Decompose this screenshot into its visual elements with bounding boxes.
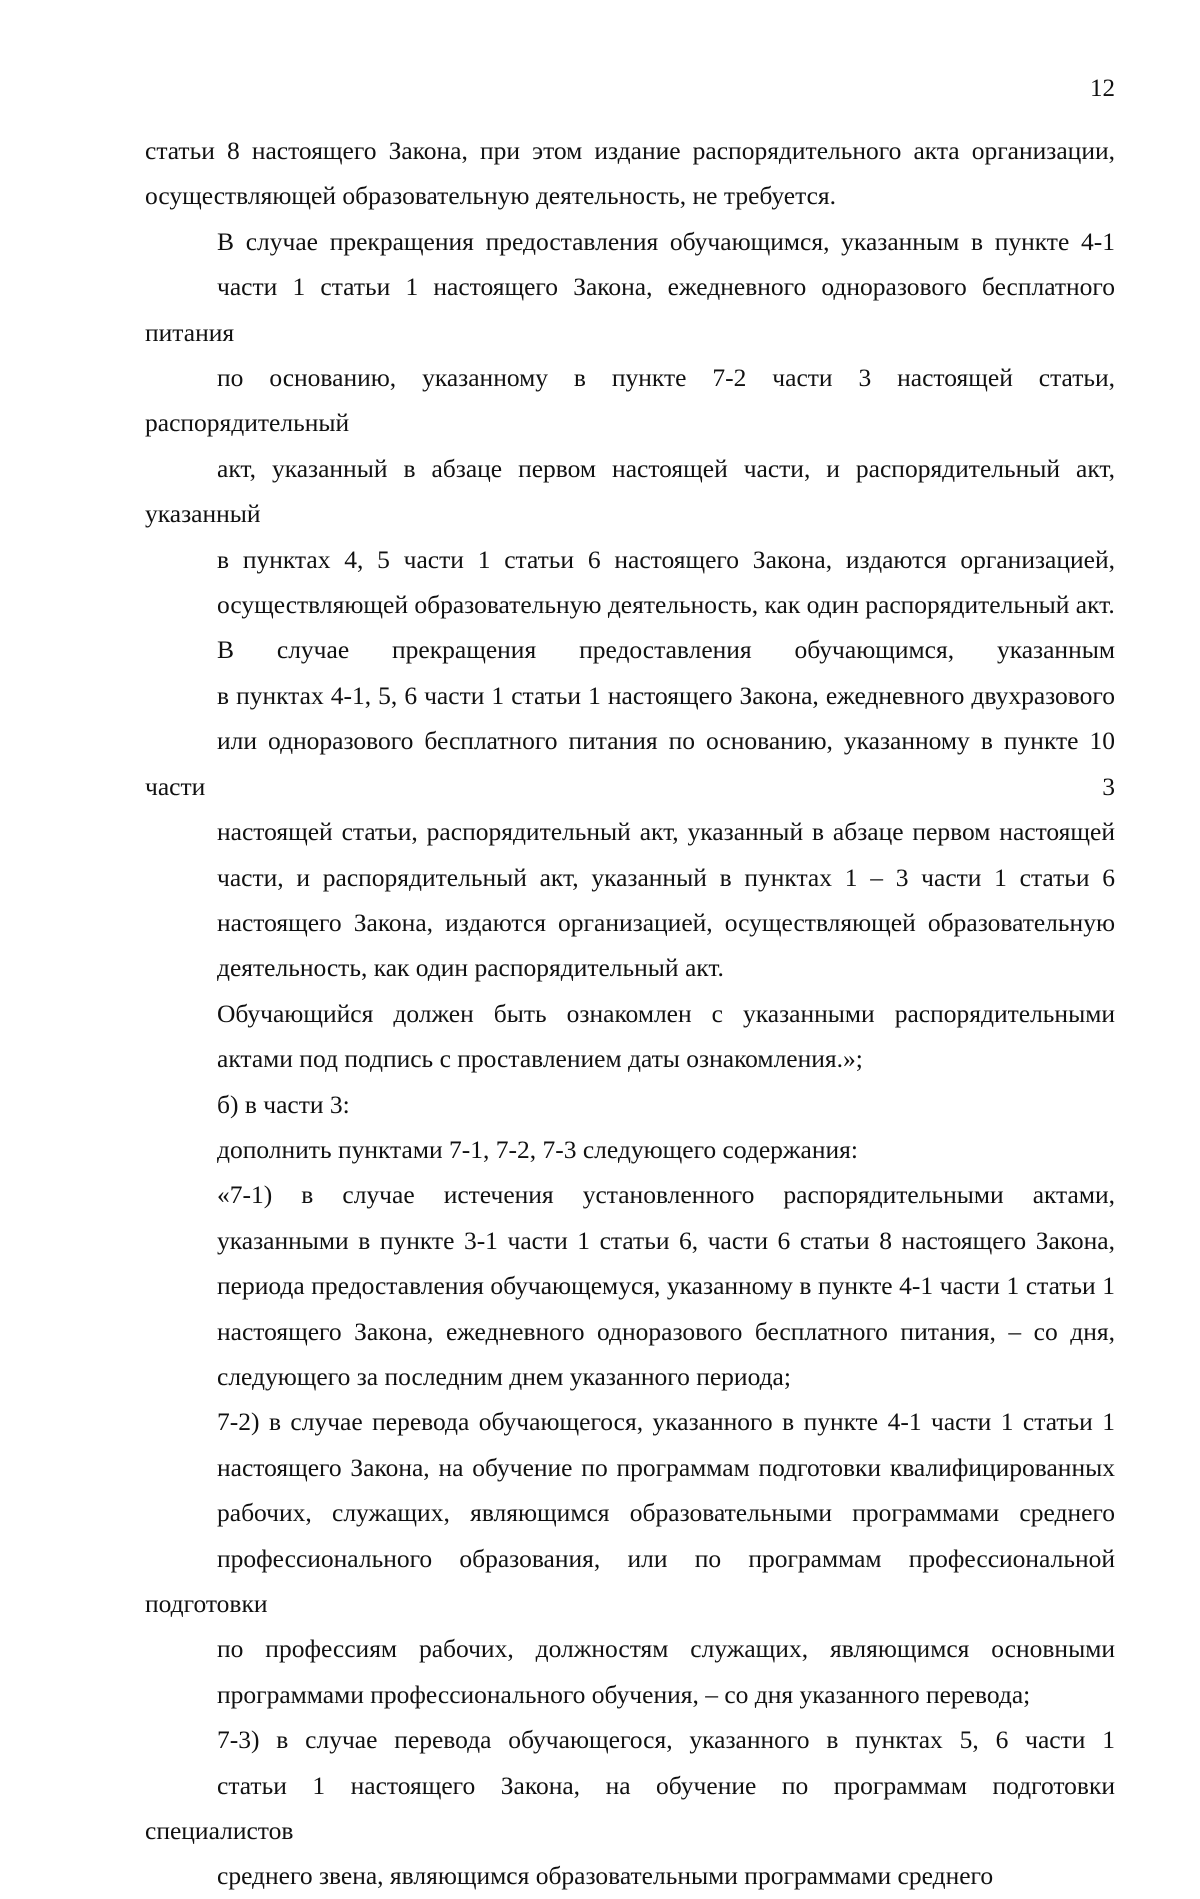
paragraph: [145, 1717, 1115, 1899]
text-line: Обучающийся должен быть ознакомлен с указанными распорядительными: [217, 998, 1115, 1028]
text-line: актами под подпись с проставлением даты ознакомления.»;: [217, 1044, 863, 1074]
text-line: статьи 8 настоящего Закона, при этом издание распорядительного акта организации,: [145, 136, 1115, 165]
page-number: 12: [1090, 75, 1115, 102]
text-line: части 1 статьи 1 настоящего Закона, ежедневного одноразового бесплатного питания: [145, 272, 1115, 347]
paragraph: [145, 1082, 1115, 1127]
text-line: «7-1) в случае истечения установленного распорядительными актами,: [217, 1180, 1115, 1210]
text-line: осуществляющей образовательную деятельность, не требуется.: [145, 181, 837, 211]
text-line: дополнить пунктами 7-1, 7-2, 7-3 следующего содержания:: [217, 1134, 858, 1164]
text-line: части, и распорядительный акт, указанный в пунктах 1 – 3 части 1 статьи 6: [217, 862, 1115, 892]
paragraph: [145, 219, 1115, 628]
paragraph: [145, 1127, 1115, 1172]
document-body: [145, 128, 1115, 1899]
text-line: настоящего Закона, на обучение по программам подготовки квалифицированных: [217, 1452, 1115, 1482]
text-line: В случае прекращения предоставления обучающимся, указанным: [217, 635, 1115, 665]
text-line: осуществляющей образовательную деятельность, как один распорядительный акт.: [217, 590, 1115, 620]
text-line: 7-2) в случае перевода обучающегося, указанного в пункте 4-1 части 1 статьи 1: [217, 1407, 1115, 1437]
text-line: или одноразового бесплатного питания по основанию, указанному в пункте 10 части 3: [145, 726, 1115, 801]
text-line: настоящего Закона, издаются организацией, осуществляющей образовательную: [217, 907, 1115, 937]
text-line: рабочих, служащих, являющимся образовательными программами среднего: [217, 1498, 1115, 1528]
text-line: акт, указанный в абзаце первом настоящей части, и распорядительный акт, указанный: [145, 453, 1115, 529]
paragraph: [145, 1172, 1115, 1399]
paragraph: [145, 991, 1115, 1082]
text-line: в пунктах 4, 5 части 1 статьи 6 настоящего Закона, издаются организацией,: [217, 544, 1115, 574]
text-line: В случае прекращения предоставления обучающимся, указанным в пункте 4-1: [217, 226, 1115, 256]
text-line: по основанию, указанному в пункте 7-2 части 3 настоящей статьи, распорядительный: [145, 363, 1115, 438]
text-line: профессионального образования, или по программам профессиональной подготовки: [145, 1543, 1115, 1618]
text-line: статьи 1 настоящего Закона, на обучение по программам подготовки специалистов: [145, 1770, 1115, 1846]
text-line: 7-3) в случае перевода обучающегося, указанного в пунктах 5, 6 части 1: [217, 1725, 1115, 1755]
text-line: б) в части 3:: [217, 1089, 350, 1119]
text-line: настоящей статьи, распорядительный акт, указанный в абзаце первом настоящей: [217, 817, 1115, 847]
text-line: по профессиям рабочих, должностям служащих, являющимся основными: [217, 1634, 1115, 1664]
text-line: следующего за последним днем указанного периода;: [217, 1361, 791, 1391]
paragraph: [145, 1399, 1115, 1717]
text-line: указанными в пункте 3-1 части 1 статьи 6, части 6 статьи 8 настоящего Закона,: [217, 1225, 1115, 1255]
text-line: деятельность, как один распорядительный акт.: [217, 953, 724, 983]
text-line: периода предоставления обучающемуся, указанному в пункте 4-1 части 1 статьи 1: [217, 1271, 1115, 1301]
text-line: в пунктах 4-1, 5, 6 части 1 статьи 1 настоящего Закона, ежедневного двухразового: [217, 680, 1115, 710]
text-line: программами профессионального обучения, – со дня указанного перевода;: [217, 1679, 1031, 1709]
text-line: настоящего Закона, ежедневного одноразового бесплатного питания, – со дня,: [217, 1316, 1115, 1346]
paragraph: [145, 627, 1115, 990]
text-line: среднего звена, являющимся образовательными программами среднего: [217, 1861, 994, 1891]
paragraph: [145, 128, 1115, 219]
